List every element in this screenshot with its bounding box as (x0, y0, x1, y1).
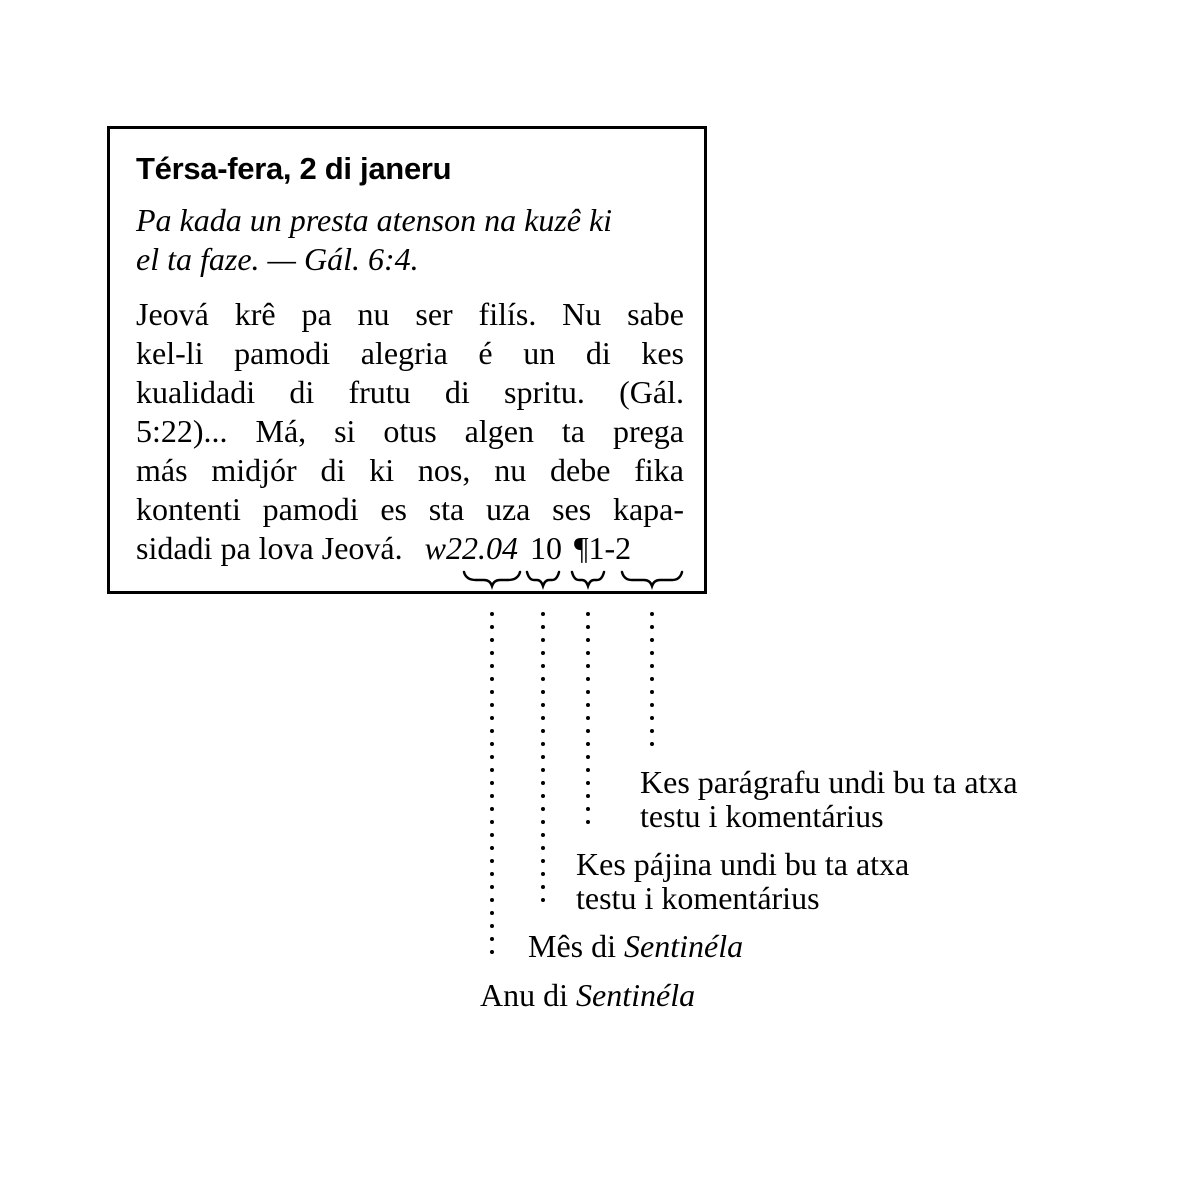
year-label-title: Sentinéla (576, 977, 696, 1013)
body-line: Jeová krê pa nu ser filís. Nu sabe (136, 296, 684, 332)
month-label-title: Sentinéla (624, 928, 744, 964)
reference-year: w22. (424, 530, 486, 566)
page-label-line: Kes pájina undi bu ta atxa (576, 846, 910, 882)
paragraph-label-line: testu i komentárius (640, 798, 884, 834)
scripture-line: Pa kada un presta atenson na kuzê ki (136, 202, 613, 238)
page-label-line: testu i komentárius (576, 880, 820, 916)
month-label (528, 929, 743, 963)
year-label (480, 978, 695, 1012)
body-last-line-text: sidadi pa lova Jeová. (136, 530, 403, 566)
body-line: kualidadi di frutu di spritu. (Gál. (136, 374, 684, 410)
reference-month: 04 (485, 530, 518, 566)
body-line: kel-li pamodi alegria é un di kes (136, 335, 684, 371)
page-brace (572, 572, 604, 586)
reference-page: 10 (529, 530, 562, 566)
paragraph-brace (622, 572, 682, 586)
year-brace (464, 572, 520, 586)
body-line: 5:22)... Má, si otus algen ta prega (136, 413, 684, 449)
body-line: más midjór di ki nos, nu debe fika (136, 452, 684, 488)
year-label-prefix: Anu di (480, 977, 576, 1013)
paragraph-label-line: Kes parágrafu undi bu ta atxa (640, 764, 1018, 800)
paragraph-label (640, 765, 1018, 833)
page-label (576, 847, 909, 915)
card-title: Térsa-fera, 2 di janeru (136, 151, 452, 186)
month-brace (527, 572, 559, 586)
body-line: kontenti pamodi es sta uza ses kapa- (136, 491, 684, 527)
scripture-line: el ta faze. — Gál. 6:4. (136, 241, 419, 277)
month-label-prefix: Mês di (528, 928, 624, 964)
reference-paragraph: ¶1-2 (573, 530, 632, 566)
